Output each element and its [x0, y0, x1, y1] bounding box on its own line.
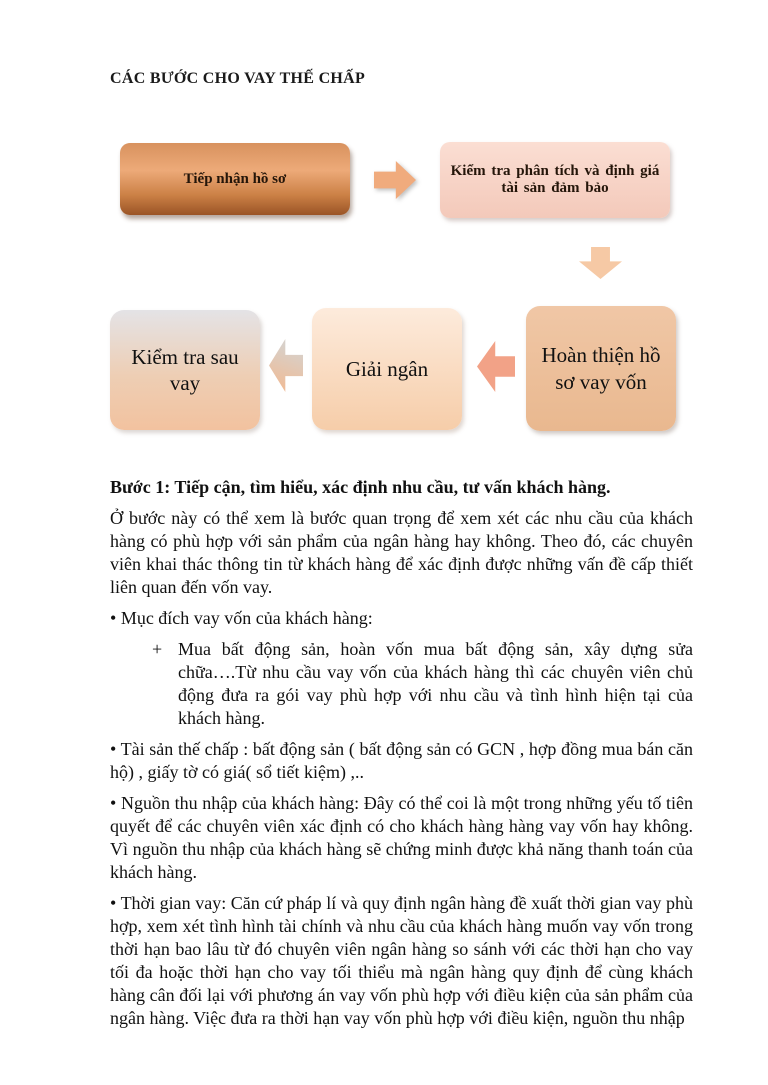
bullet-income-source: [110, 792, 693, 884]
flow-arrow-left-gray-icon: [269, 339, 303, 392]
flow-box-complete-loan-file-label: Hoàn thiện hồ sơ vay vốn: [541, 343, 661, 394]
bullet-marker: •: [110, 739, 117, 759]
sub-bullet-marker: +: [152, 639, 163, 659]
intro-paragraph: Ở bước này có thể xem là bước quan trọng để xem xét các nhu cầu của khách hàng có phù hợp với sản phẩm của ngân hàng hay không. Theo đó, các chuyên viên khai thác thông tin từ khách hàng để xác định được những vấn đề cấp thiết liên quan đến vốn vay.: [110, 508, 693, 597]
flow-box-disbursement-label: Giải ngân: [345, 356, 429, 381]
flow-arrow-right-icon: [374, 161, 416, 199]
bullet-collateral: [110, 738, 693, 784]
bullet-text: Thời gian vay: Căn cứ pháp lí và quy định ngân hàng đề xuất thời gian vay phù hợp, xem xét tình hình tài chính và nhu cầu của khách hàng muốn vay vốn trong thời hạn bao lâu từ đó chuyên viên ngân hàng so sánh với các thời hạn cho vay tối đa hoặc thời hạn cho vay tối thiểu mà ngân hàng quy định để cùng khách hàng cân đối lại với phương án vay vốn phù hợp với điều kiện của sản phẩm của ngân hàng. Việc đưa ra thời hạn vay vốn phù hợp với điều kiện, nguồn thu nhập: [110, 893, 693, 1028]
bullet-loan-purpose: [110, 607, 693, 630]
bullet-marker: •: [110, 608, 117, 628]
flow-box-complete-loan-file: [526, 306, 676, 431]
page-title: CÁC BƯỚC CHO VAY THẾ CHẤP: [110, 70, 366, 87]
flow-box-post-loan-check-label: Kiểm tra sau vay: [131, 344, 239, 395]
flow-box-post-loan-check: [110, 310, 260, 430]
flow-arrow-down-icon: [579, 247, 622, 279]
step1-heading: Bước 1: Tiếp cận, tìm hiểu, xác định nhu cầu, tư vấn khách hàng.: [110, 477, 611, 497]
flow-box-receive-documents: [120, 143, 350, 215]
bullet-text: Tài sản thế chấp : bất động sản ( bất động sản có GCN , hợp đồng mua bán căn hộ) , giấy tờ có giá( sổ tiết kiệm) ,..: [110, 739, 693, 782]
bullet-text: Mục đích vay vốn của khách hàng:: [120, 608, 373, 628]
flow-arrow-left-salmon-icon: [477, 341, 515, 392]
flow-box-disbursement: [312, 308, 462, 430]
flow-box-appraisal-label: Kiểm tra phân tích và định giá tài sản đảm bảo: [450, 163, 660, 196]
sub-bullet-purchase-types: [110, 638, 693, 730]
bullet-marker: •: [110, 793, 117, 813]
flow-box-appraisal: [440, 142, 670, 218]
bullet-marker: •: [110, 893, 117, 913]
sub-bullet-text: Mua bất động sản, hoàn vốn mua bất động sản, xây dựng sửa chữa….Từ nhu cầu vay vốn của khách hàng thì các chuyên viên chủ động đưa ra gói vay phù hợp với nhu cầu và tình hình hiện tại của khách hàng.: [178, 639, 693, 728]
flow-box-receive-label: Tiếp nhận hồ sơ: [183, 170, 287, 187]
document-body: [110, 476, 693, 1030]
bullet-text: Nguồn thu nhập của khách hàng: Đây có thể coi là một trong những yếu tố tiên quyết để các chuyên viên xác định có cho khách hàng hàng vay vốn hay không. Vì nguồn thu nhập của khách hàng sẽ chứng minh được khả năng thanh toán của khách hàng.: [110, 793, 693, 882]
bullet-loan-term: [110, 892, 693, 1030]
